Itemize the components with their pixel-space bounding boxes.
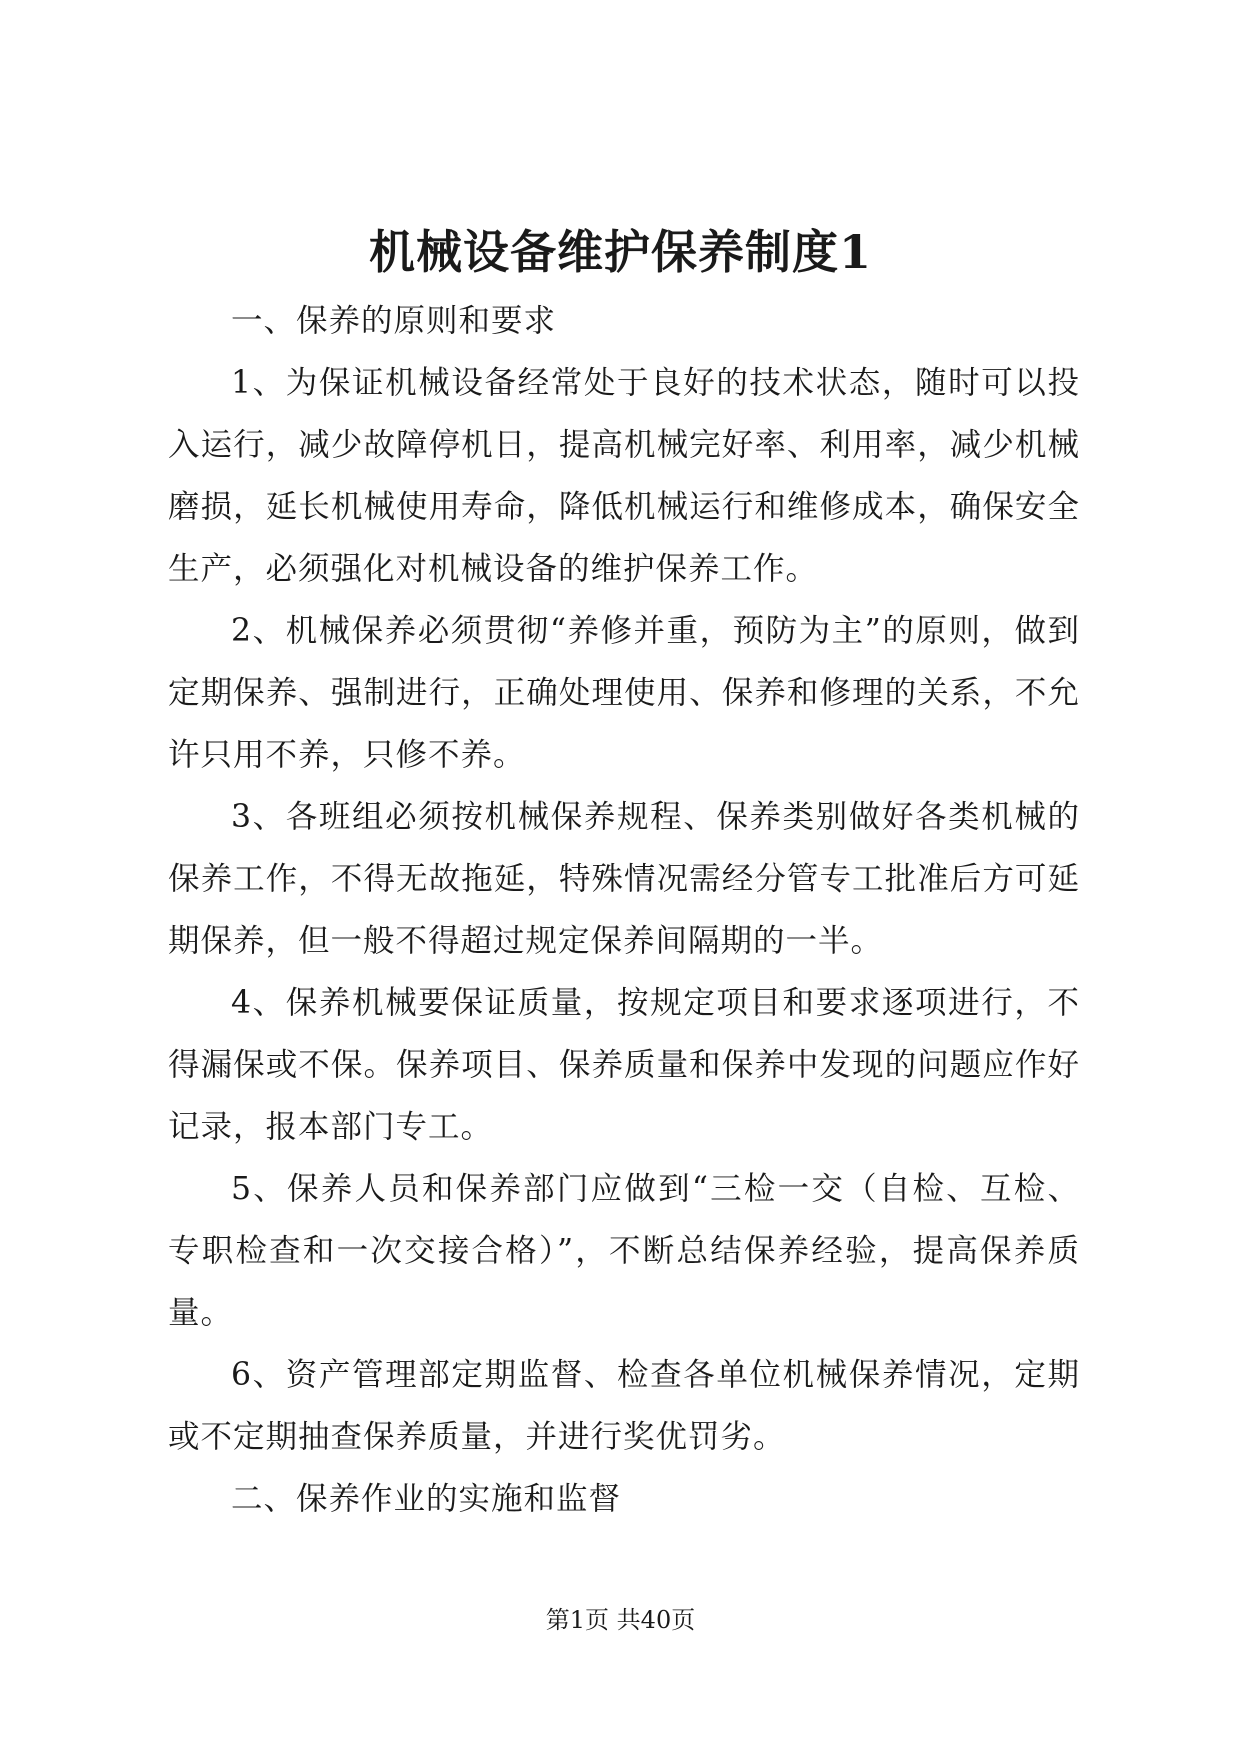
section-heading-1: 一、保养的原则和要求 <box>231 303 557 339</box>
paragraph-5: 5、保养人员和保养部门应做到“三检一交（自检、互检、专职检查和一次交接合格）”，不断总结保养经验，提高保养质量。 <box>168 1171 1080 1331</box>
paragraph-6: 6、资产管理部定期监督、检查各单位机械保养情况，定期或不定期抽查保养质量，并进行奖优罚劣。 <box>168 1357 1080 1455</box>
paragraph-4: 4、保养机械要保证质量，按规定项目和要求逐项进行，不得漏保或不保。保养项目、保养质量和保养中发现的问题应作好记录，报本部门专工。 <box>168 985 1080 1145</box>
paragraph-3: 3、各班组必须按机械保养规程、保养类别做好各类机械的保养工作，不得无故拖延，特殊情况需经分管专工批准后方可延期保养，但一般不得超过规定保养间隔期的一半。 <box>168 799 1080 959</box>
document-title: 机械设备维护保养制度1 <box>368 225 872 279</box>
paragraph-2: 2、机械保养必须贯彻“养修并重，预防为主”的原则，做到定期保养、强制进行，正确处理使用、保养和修理的关系，不允许只用不养，只修不养。 <box>168 613 1080 773</box>
page-footer: 第1页 共40页 <box>545 1606 696 1634</box>
section-heading-2: 二、保养作业的实施和监督 <box>231 1481 622 1517</box>
document-body <box>168 290 1080 1530</box>
paragraph-1: 1、为保证机械设备经常处于良好的技术状态，随时可以投入运行，减少故障停机日，提高机械完好率、利用率，减少机械磨损，延长机械使用寿命，降低机械运行和维修成本，确保安全生产，必须强化对机械设备的维护保养工作。 <box>168 365 1080 587</box>
